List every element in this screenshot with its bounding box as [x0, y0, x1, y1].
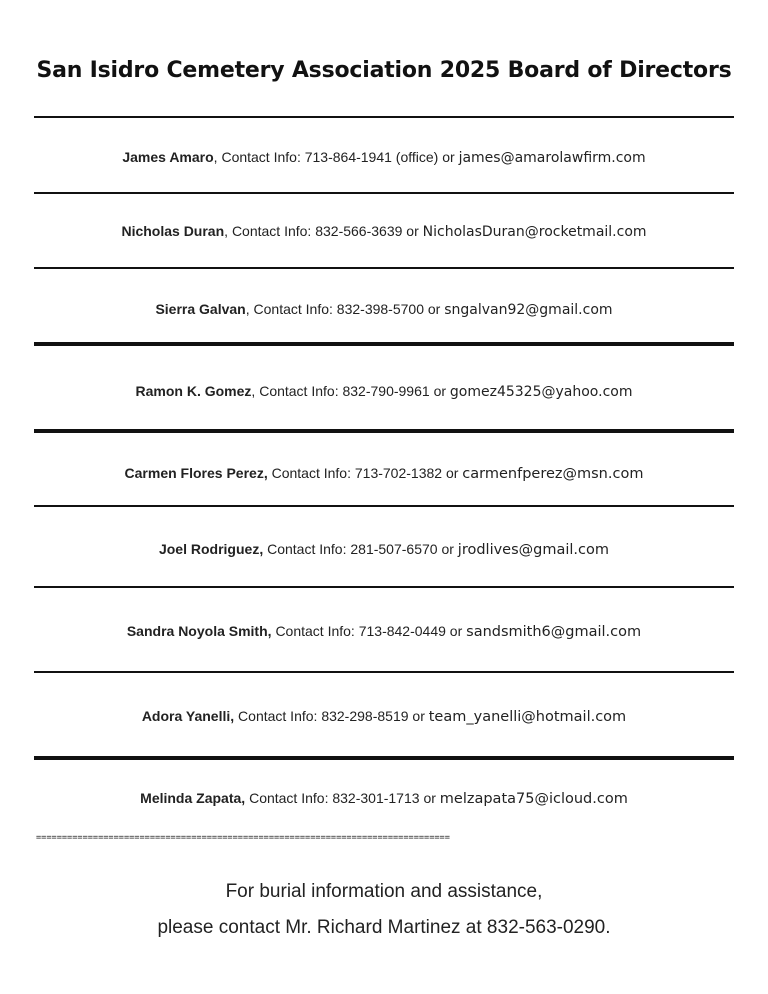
contact-label: Contact Info: — [238, 708, 318, 724]
contact-label: Contact Info: — [231, 223, 312, 239]
footer-line-2: please contact Mr. Richard Martinez at 832-563-0290. — [157, 917, 611, 938]
name-separator: , — [213, 149, 218, 165]
director-entry — [0, 708, 768, 725]
director-phone: 832-298-8519 — [321, 708, 409, 724]
contact-label: Contact Info: — [253, 301, 333, 317]
director-phone: 713-842-0449 — [358, 623, 446, 639]
rule-double — [34, 429, 734, 431]
director-phone: 832-398-5700 — [336, 301, 424, 317]
rule-double — [34, 342, 734, 344]
director-phone: 832-301-1713 — [332, 790, 420, 806]
contact-label: Contact Info: — [259, 383, 339, 399]
contact-label: Contact Info: — [275, 623, 355, 639]
director-name: Sierra Galvan — [155, 301, 246, 317]
or-text: or — [449, 623, 463, 639]
director-name: Nicholas Duran — [121, 223, 225, 239]
director-name: Carmen Flores Perez, — [124, 465, 268, 481]
director-entry — [0, 301, 768, 318]
or-text: or — [441, 541, 454, 557]
director-name: James Amaro — [122, 149, 214, 165]
name-separator: , — [224, 223, 229, 239]
director-name: Joel Rodriguez, — [158, 541, 264, 557]
contact-label: Contact Info: — [221, 149, 301, 165]
director-email: carmenfperez@msn.com — [462, 466, 644, 482]
contact-label: Contact Info: — [267, 541, 347, 557]
director-name: Ramon K. Gomez — [135, 383, 252, 399]
director-name: Sandra Noyola Smith, — [126, 623, 272, 639]
director-email: melzapata75@icloud.com — [439, 791, 628, 807]
director-phone: 713-864-1941 (office) — [304, 149, 439, 165]
director-name: Melinda Zapata, — [140, 790, 246, 806]
director-entry — [0, 223, 768, 240]
director-entry — [0, 465, 768, 482]
or-text: or — [423, 790, 436, 806]
director-name: Adora Yanelli, — [141, 708, 235, 724]
director-phone: 281-507-6570 — [350, 541, 438, 557]
rule — [34, 671, 734, 673]
equals-separator: ================================================================================ — [36, 833, 450, 843]
rule-top — [34, 116, 734, 118]
or-text: or — [445, 465, 459, 481]
page-title: San Isidro Cemetery Association 2025 Board of Directors — [36, 58, 732, 83]
or-text: or — [442, 149, 455, 165]
or-text: or — [433, 383, 447, 399]
director-email: NicholasDuran@rocketmail.com — [422, 224, 647, 240]
director-email: gomez45325@yahoo.com — [449, 384, 633, 400]
director-phone: 713-702-1382 — [354, 465, 443, 481]
director-email: sandsmith6@gmail.com — [466, 624, 642, 640]
or-text: or — [427, 301, 441, 317]
director-phone: 832-566-3639 — [315, 223, 403, 239]
rule — [34, 505, 734, 507]
contact-label: Contact Info: — [249, 790, 329, 806]
rule — [34, 192, 734, 194]
or-text: or — [406, 223, 419, 239]
director-entry — [0, 383, 768, 400]
director-email: sngalvan92@gmail.com — [444, 302, 613, 318]
director-entry — [0, 623, 768, 640]
director-entry — [0, 541, 768, 558]
name-separator: , — [251, 383, 256, 399]
contact-label: Contact Info: — [271, 465, 351, 481]
director-entry — [0, 790, 768, 807]
director-entry — [0, 149, 768, 166]
director-email: team_yanelli@hotmail.com — [428, 709, 627, 725]
rule — [34, 586, 734, 588]
rule-double — [34, 756, 734, 758]
name-separator: , — [245, 301, 250, 317]
director-phone: 832-790-9961 — [342, 383, 430, 399]
director-email: jrodlives@gmail.com — [457, 542, 610, 558]
director-email: james@amarolawfirm.com — [458, 150, 646, 166]
or-text: or — [412, 708, 425, 724]
footer-line-1: For burial information and assistance, — [225, 881, 543, 902]
rule — [34, 267, 734, 269]
